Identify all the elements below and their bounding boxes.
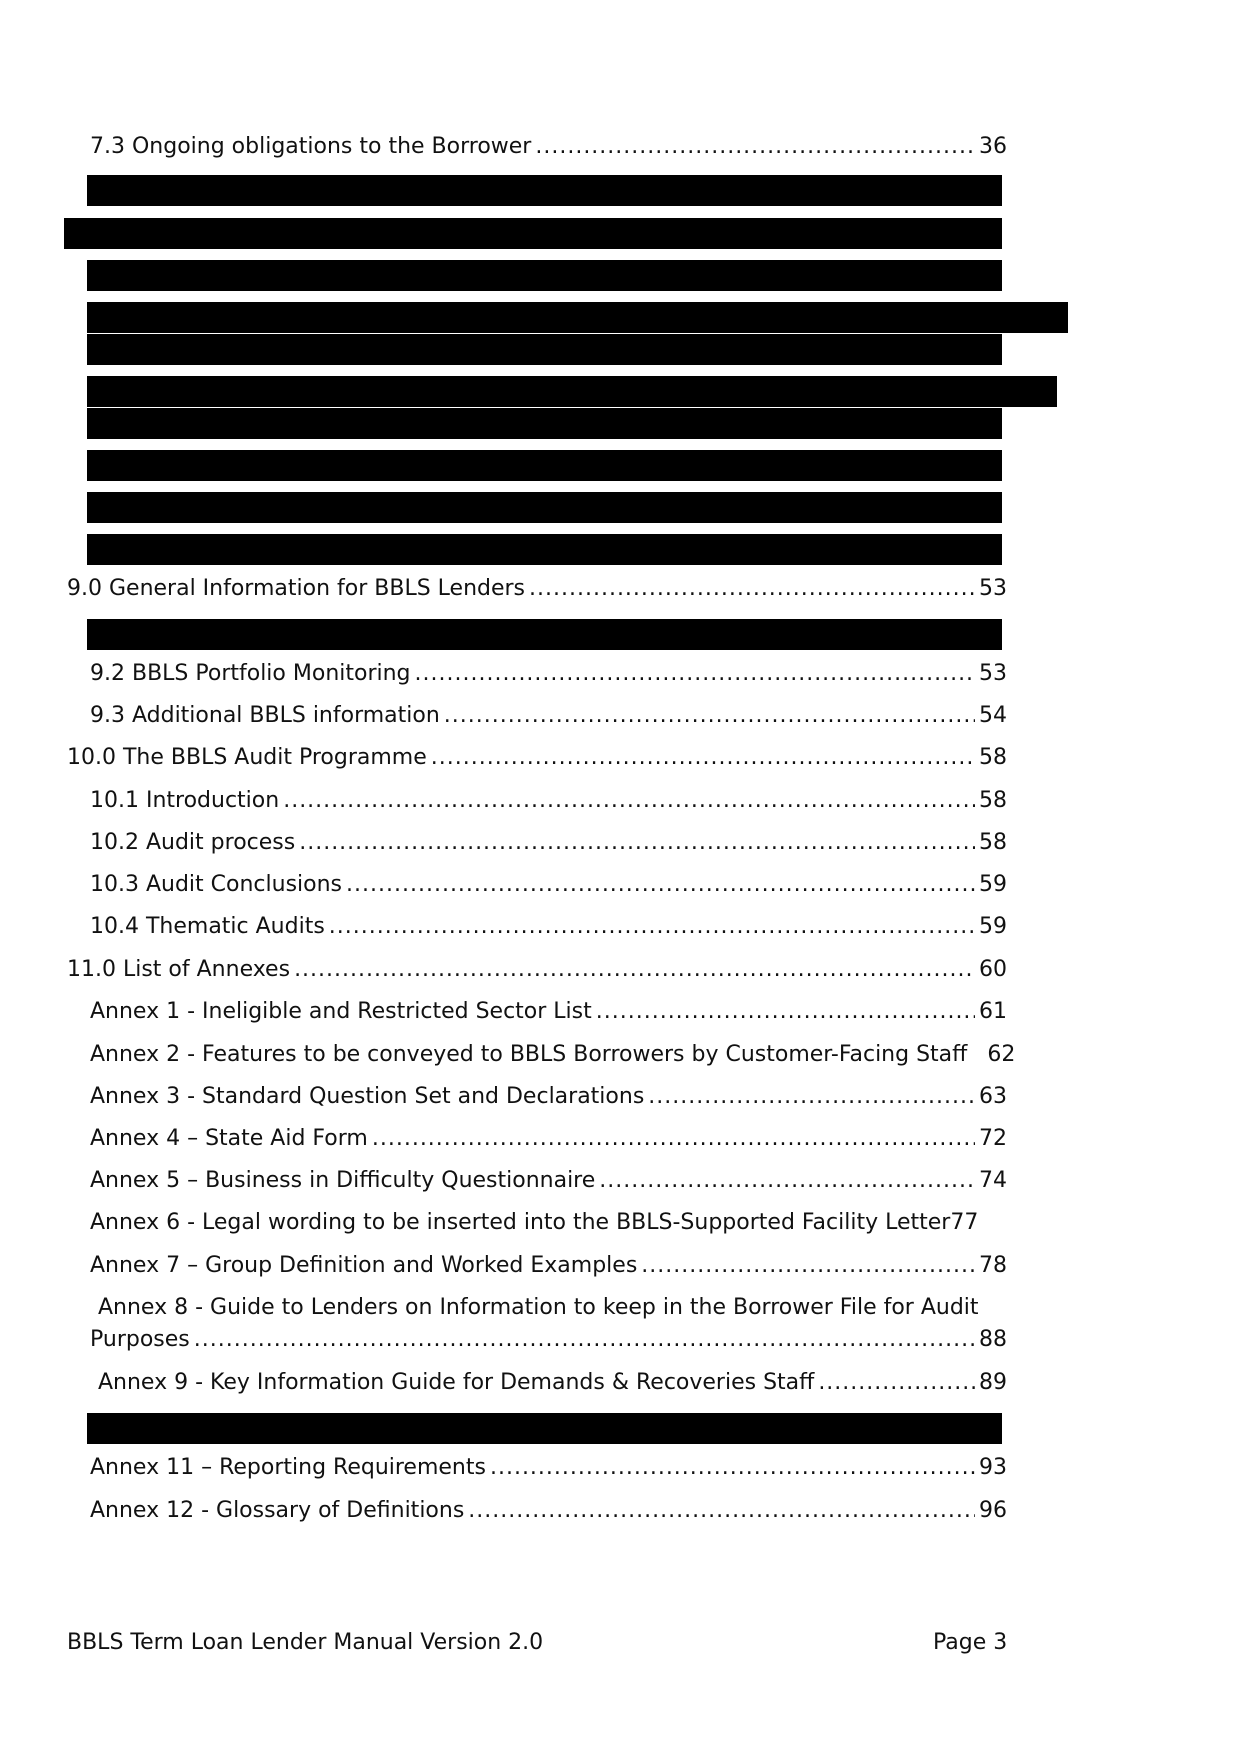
toc-annex-9[interactable] <box>98 1368 1007 1398</box>
toc-annex-5[interactable] <box>90 1166 1007 1196</box>
toc-entry-title: 10.0 The BBLS Audit Programme <box>67 745 427 770</box>
redaction-bar <box>87 302 1068 333</box>
toc-entry-title: 10.4 Thematic Audits <box>90 914 325 939</box>
toc-entry-title: Annex 3 - Standard Question Set and Declarations <box>90 1084 645 1109</box>
toc-entry-title: 11.0 List of Annexes <box>67 957 291 982</box>
redaction-bar <box>87 619 1002 650</box>
toc-entry-title: Annex 7 – Group Definition and Worked Examples <box>90 1253 638 1278</box>
toc-leader-dots <box>818 1368 975 1398</box>
toc-page-number: 74 <box>979 1168 1007 1193</box>
toc-page-number: 72 <box>979 1126 1007 1151</box>
toc-leader-dots <box>299 828 975 858</box>
toc-page-number: 93 <box>979 1455 1007 1480</box>
redaction-bar <box>87 376 1057 407</box>
toc-entry-title: Annex 6 - Legal wording to be inserted into the BBLS-Supported Facility Letter77 <box>90 1210 979 1235</box>
redaction-bar <box>87 450 1002 481</box>
toc-annex-3[interactable] <box>90 1082 1007 1112</box>
toc-entry-10-2[interactable] <box>90 828 1007 858</box>
toc-page-number: 58 <box>979 788 1007 813</box>
toc-entry-title: 10.2 Audit process <box>90 830 296 855</box>
toc-page-number: 53 <box>979 661 1007 686</box>
toc-entry-title: Annex 4 – State Aid Form <box>90 1126 368 1151</box>
toc-entry-title: 7.3 Ongoing obligations to the Borrower <box>90 134 532 159</box>
toc-leader-dots <box>599 1166 975 1196</box>
toc-entry-title: 9.2 BBLS Portfolio Monitoring <box>90 661 411 686</box>
toc-page-number: 53 <box>979 576 1007 601</box>
redaction-bar <box>87 408 1002 439</box>
toc-leader-dots <box>596 997 975 1027</box>
toc-leader-dots <box>346 870 975 900</box>
toc-page-number: 62 <box>987 1042 1016 1067</box>
toc-page-number: 36 <box>979 134 1007 159</box>
redaction-bar <box>87 492 1002 523</box>
toc-page-number: 59 <box>979 914 1007 939</box>
toc-entry-title: Annex 8 - Guide to Lenders on Information to keep in the Borrower File for Audit <box>98 1295 979 1320</box>
toc-page-number: 61 <box>979 999 1007 1024</box>
toc-entry-title: Annex 12 - Glossary of Definitions <box>90 1498 465 1523</box>
toc-annex-1[interactable] <box>90 997 1007 1027</box>
redaction-bar <box>87 175 1002 206</box>
toc-page-number: 59 <box>979 872 1007 897</box>
toc-entry-title: Annex 1 - Ineligible and Restricted Sector List <box>90 999 592 1024</box>
toc-leader-dots <box>294 955 975 985</box>
toc-entry-title: Annex 9 - Key Information Guide for Demands & Recoveries Staff <box>98 1370 815 1395</box>
toc-entry-10-3[interactable] <box>90 870 1007 900</box>
toc-annex-7[interactable] <box>90 1251 1007 1281</box>
toc-page-number: 78 <box>979 1253 1007 1278</box>
toc-entry-title: Annex 11 – Reporting Requirements <box>90 1455 486 1480</box>
toc-leader-dots <box>431 743 975 773</box>
toc-leader-dots <box>535 132 975 162</box>
toc-leader-dots <box>283 786 975 816</box>
redaction-bar <box>87 534 1002 565</box>
toc-page-number: 63 <box>979 1084 1007 1109</box>
toc-leader-dots <box>372 1124 975 1154</box>
toc-leader-dots <box>529 574 975 604</box>
toc-page-number: 54 <box>979 703 1007 728</box>
toc-page-number: 89 <box>979 1370 1007 1395</box>
toc-entry-9-2[interactable] <box>90 659 1007 689</box>
toc-entry-9-0[interactable] <box>67 574 1007 604</box>
toc-leader-dots <box>194 1325 975 1355</box>
toc-page-number: 58 <box>979 745 1007 770</box>
toc-entry-7-3[interactable] <box>90 132 1007 162</box>
toc-page-number: 96 <box>979 1498 1007 1523</box>
toc-entry-title: 9.3 Additional BBLS information <box>90 703 440 728</box>
toc-entry-9-3[interactable] <box>90 701 1007 731</box>
toc-leader-dots <box>641 1251 975 1281</box>
redaction-bar <box>87 1413 1002 1444</box>
redaction-bar <box>87 334 1002 365</box>
toc-entry-10-0[interactable] <box>67 743 1007 773</box>
footer-page-number: Page 3 <box>933 1630 1008 1655</box>
toc-annex-12[interactable] <box>90 1496 1007 1526</box>
toc-leader-dots <box>648 1082 975 1112</box>
redaction-bar <box>64 218 1002 249</box>
toc-page-number: 88 <box>979 1327 1007 1352</box>
toc-leader-dots <box>490 1453 975 1483</box>
footer-document-title: BBLS Term Loan Lender Manual Version 2.0 <box>67 1630 544 1655</box>
toc-entry-11-0[interactable] <box>67 955 1007 985</box>
toc-entry-title: 9.0 General Information for BBLS Lenders <box>67 576 526 601</box>
toc-annex-6[interactable] <box>90 1208 978 1238</box>
toc-entry-title: 10.1 Introduction <box>90 788 280 813</box>
toc-annex-4[interactable] <box>90 1124 1007 1154</box>
toc-entry-10-1[interactable] <box>90 786 1007 816</box>
toc-entry-title: Annex 2 - Features to be conveyed to BBLS Borrowers by Customer-Facing Staff <box>90 1042 968 1067</box>
toc-entry-10-4[interactable] <box>90 912 1007 942</box>
toc-entry-title: 10.3 Audit Conclusions <box>90 872 343 897</box>
toc-page-number: 60 <box>979 957 1007 982</box>
toc-page-number: 58 <box>979 830 1007 855</box>
toc-annex-11[interactable] <box>90 1453 1007 1483</box>
toc-leader-dots <box>468 1496 975 1526</box>
toc-leader-dots <box>415 659 975 689</box>
redaction-bar <box>87 260 1002 291</box>
toc-entry-title: Purposes <box>90 1327 190 1352</box>
toc-leader-dots <box>444 701 975 731</box>
toc-annex-2[interactable] <box>90 1040 1015 1070</box>
toc-leader-dots <box>329 912 975 942</box>
toc-annex-8-line1[interactable] <box>98 1293 979 1323</box>
toc-annex-8-line2[interactable] <box>90 1325 1007 1355</box>
toc-entry-title: Annex 5 – Business in Difficulty Questionnaire <box>90 1168 596 1193</box>
